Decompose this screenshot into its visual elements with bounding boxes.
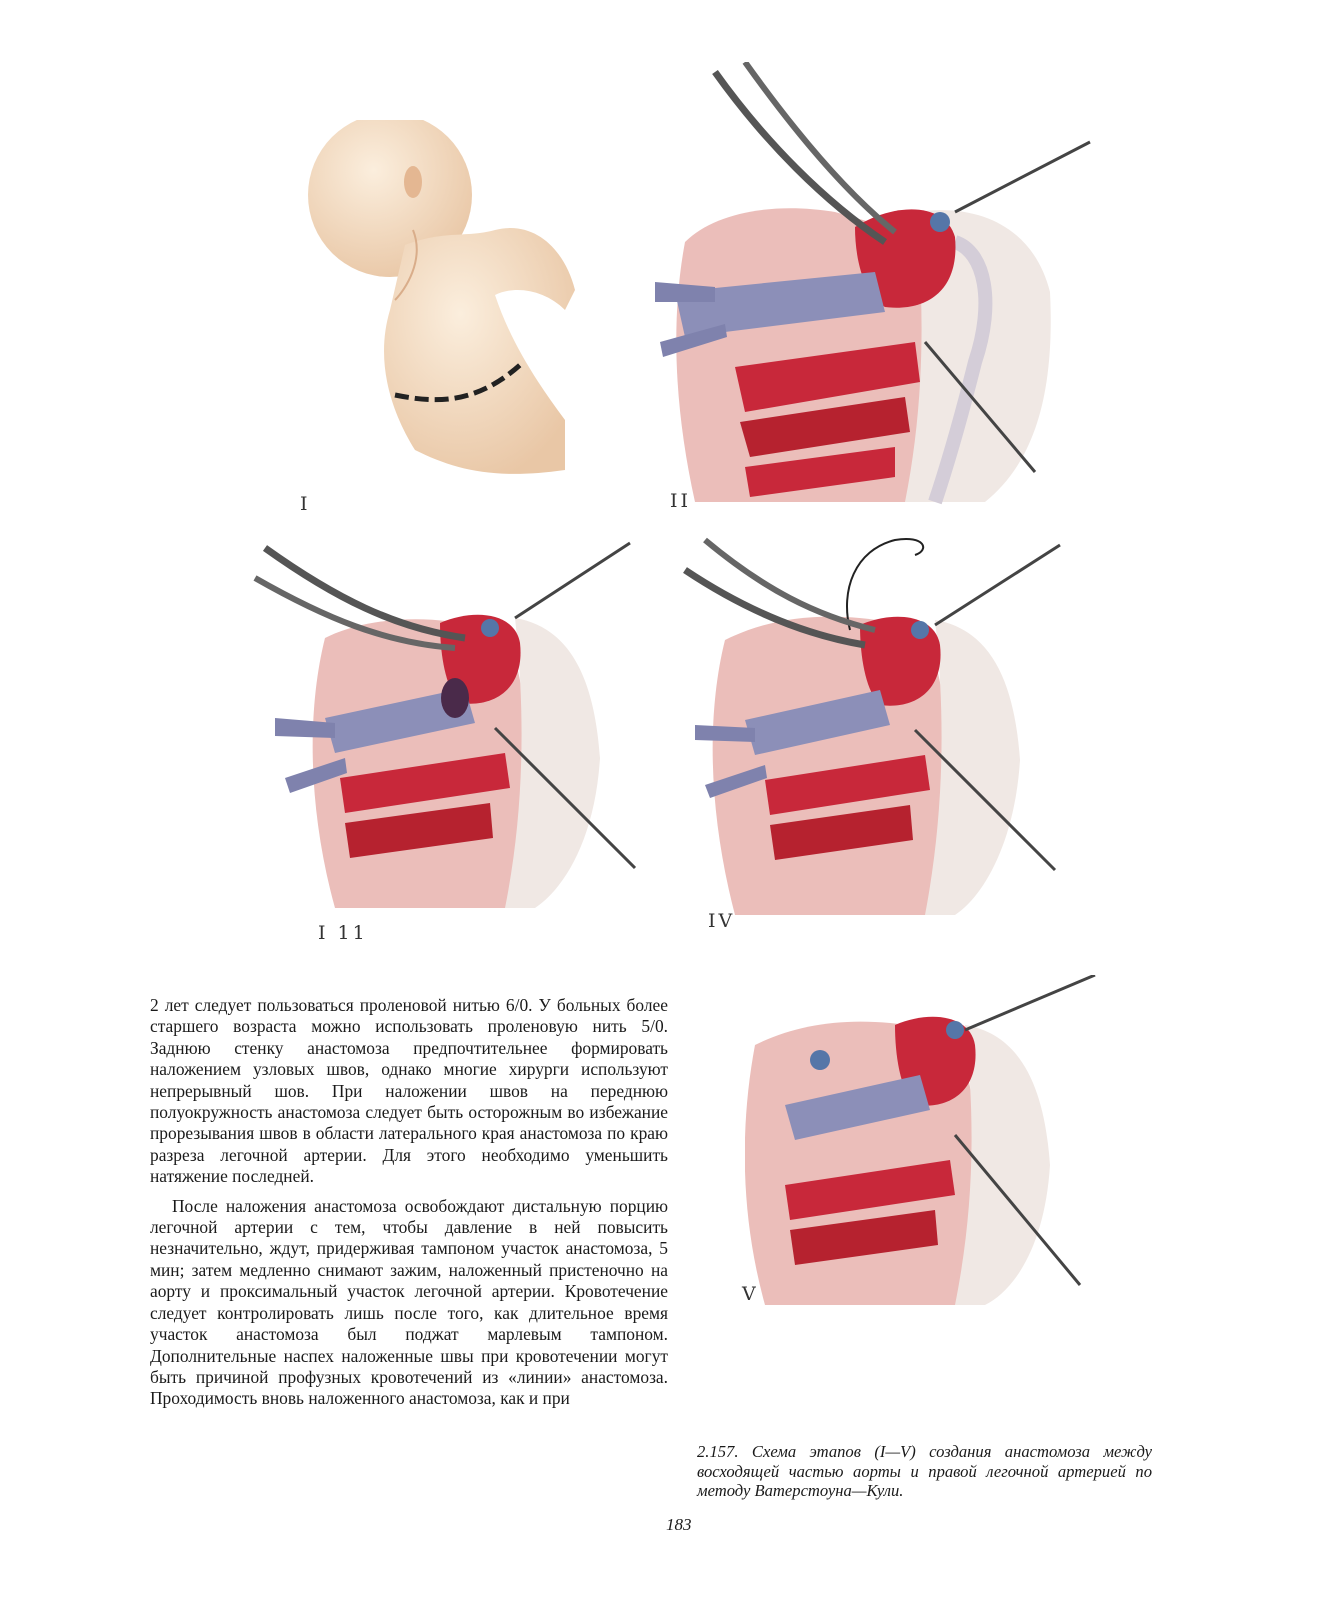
paragraph: После наложения анастомоза освобождают дистальную порцию легочной артерии с тем, чтобы давление в ней повысить незначительно, ждут, придерживая тампоном участок анастомоза, 5 мин; затем медленно снимают зажим, наложенный пристеночно на аорту и проксимальный участок легочной артерии. Кровотечение следует контролировать лишь после того, как длительное время участок анастомоза был поджат марлевым тампоном. Дополнительные наспех наложенные швы при кровотечении могут быть причиной профузных кровотечений из «линии» анастомоза. Проходимость вновь наложенного анастомоза, как и при bbox=[150, 1195, 668, 1409]
paragraph: 2 лет следует пользоваться проленовой нитью 6/0. У больных более старшего возраста можно использовать проленовую нить 5/0. Заднюю стенку анастомоза предпочтительнее формировать наложением узловых швов, однако многие хирурги используют непрерывный шов. При наложении швов на переднюю полуокружность анастомоза следует быть осторожным во избежание прорезывания швов в области латерального края анастомоза по краю разреза легочной артерии. Для этого необходимо уменьшить натяжение последней. bbox=[150, 995, 668, 1187]
panel-label-4: IV bbox=[708, 910, 736, 932]
panel-label-3: I 11 bbox=[318, 922, 368, 944]
page-number: 183 bbox=[666, 1515, 692, 1534]
illustration-panel-5 bbox=[745, 975, 1100, 1310]
figure-caption: 2.157. Схема этапов (I—V) создания анастомоза между восходящей частью аорты и правой легочной артерией по методу Ватерстоуна—Кули. bbox=[697, 1442, 1152, 1500]
illustration-panel-2 bbox=[655, 62, 1100, 517]
panel-label-1: I bbox=[300, 493, 311, 515]
illustration-panel-3 bbox=[235, 538, 655, 918]
surgical-field-illustration bbox=[235, 538, 655, 918]
surgical-field-illustration bbox=[745, 975, 1100, 1310]
surgical-field-illustration bbox=[665, 530, 1085, 920]
body-text bbox=[150, 995, 668, 1418]
infant-illustration bbox=[295, 120, 605, 490]
panel-label-2: II bbox=[670, 490, 692, 512]
illustration-panel-4 bbox=[665, 530, 1085, 920]
surgical-field-illustration bbox=[655, 62, 1100, 517]
panel-label-5: V bbox=[742, 1283, 759, 1305]
illustration-panel-1 bbox=[295, 120, 605, 490]
